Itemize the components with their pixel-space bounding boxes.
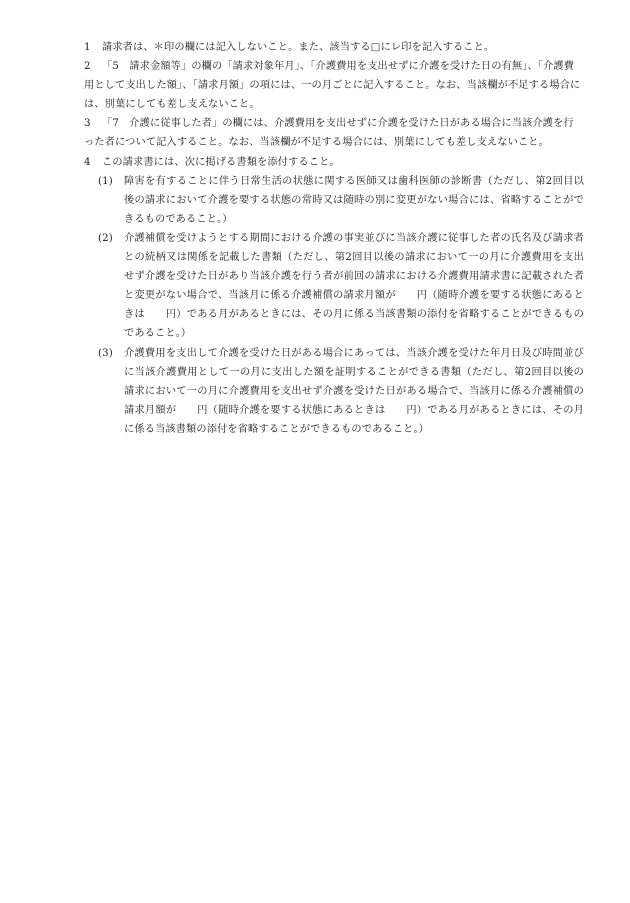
subitem-text: 障害を有することに伴う日常生活の状態に関する医師又は歯科医師の診断書（ただし、第2回目以後の請求において介護を要する状態の常時又は随時の別に変更がない場合には、省略することができるものであること。） [124,175,584,225]
note-number: 3 [84,118,91,130]
note-text: この請求書には、次に掲げる書類を添付すること。 [102,156,340,168]
subitem-text: 介護補償を受けようとする期間における介護の事実並びに当該介護に従事した者の氏名及び請求者との続柄又は関係を記載した書類（ただし、第2回目以後の請求において一の月に介護費用を支出せず介護を受けた日があり当該介護を行う者が前回の請求における介護費用請求書に記載された者と変更がない場合で、当該月に係る介護補償の請求月額が 円（随時介護を要する状態にあるときは 円）である月があるときには、その月に係る当該書類の添付を省略することができるものであること。） [124,232,584,340]
subitem-text: 介護費用を支出して介護を受けた日がある場合にあっては、当該介護を受けた年月日及び時間並びに当該介護費用として一の月に支出した額を証明することができる書類（ただし、第2回目以後の請求において一の月に介護費用を支出せず介護を受けた日がある場合で、当該月に係る介護補償の請求月額が 円（随時介護を要する状態にあるときは 円）である月があるときには、その月に係る当該書類の添付を省略することができるものであること。） [124,347,584,435]
subitem-number: (1) [98,175,113,187]
note-text: 請求者は、＊印の欄には記入しないこと。また、該当する□にレ印を記入すること。 [102,42,495,53]
note-subitem-2 [84,229,584,344]
note-text: 「5 請求金額等」の欄の「請求対象年月」、「介護費用を支出せずに介護を受けた日の有無」、「介護費用として支出した額」、「請求月額」の項には、一の月ごとに記入すること。なお、当該欄が不足する場合には、別葉にしても差し支えないこと。 [84,61,581,111]
note-subitem-3 [84,344,584,439]
notes-list [84,38,584,439]
note-number: 4 [84,156,91,168]
note-item-2 [84,57,584,114]
note-item-3 [84,114,584,152]
subitem-number: (3) [98,347,113,359]
subitem-number: (2) [98,232,113,244]
note-number: 2 [84,61,91,73]
note-item-4 [84,153,584,172]
note-item-1 [84,38,584,57]
note-text: 「7 介護に従事した者」の欄には、介護費用を支出せずに介護を受けた日がある場合に当該介護を行った者について記入すること。なお、当該欄が不足する場合には、別葉にしても差し支えないこと。 [84,118,574,149]
note-subitem-1 [84,172,584,229]
note-number: 1 [84,42,91,53]
